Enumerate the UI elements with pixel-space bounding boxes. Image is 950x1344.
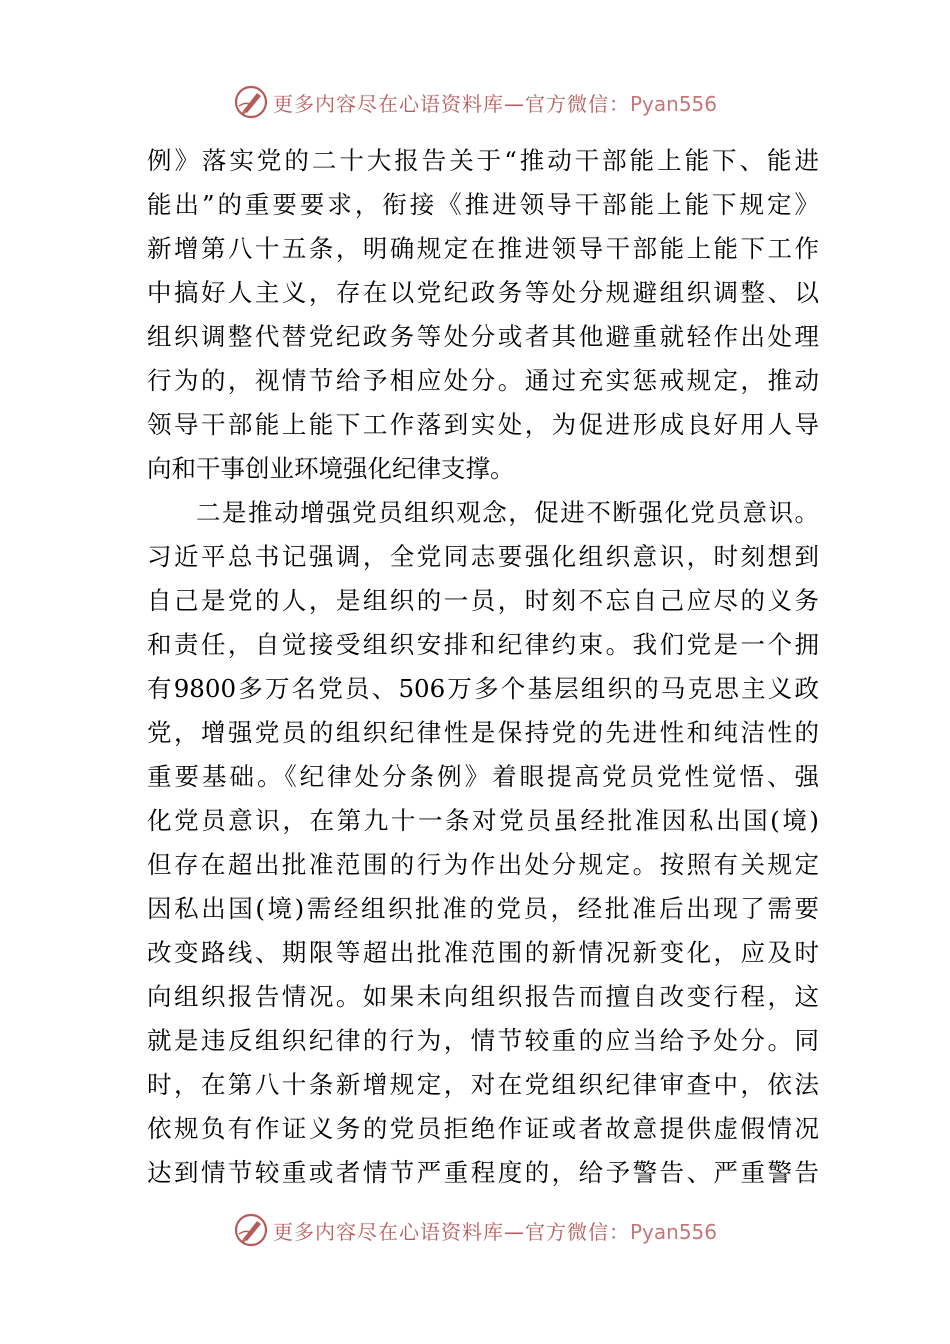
text-line: 习近平总书记强调，全党同志要强化组织意识，时刻想到 — [147, 542, 819, 571]
text-line: 领导干部能上能下工作落到实处，为促进形成良好用人导 — [147, 410, 819, 439]
text-line: 组织调整代替党纪政务等处分或者其他避重就轻作出处理 — [147, 322, 819, 351]
text-line: 和责任，自觉接受组织安排和纪律约束。我们党是一个拥 — [147, 630, 819, 659]
text-line: 时，在第八十条新增规定，对在党组织纪律审查中，依法 — [147, 1070, 819, 1099]
text-line: 党，增强党员的组织纪律性是保持党的先进性和纯洁性的 — [147, 718, 819, 747]
watermark-label: 更多内容尽在心语资料库—官方微信： — [272, 91, 630, 116]
text-line: 例》落实党的二十大报告关于“推动干部能上能下、能进 — [147, 146, 819, 175]
text-line: 向组织报告情况。如果未向组织报告而擅自改变行程，这 — [147, 982, 819, 1011]
watermark-wechat-id: Pyan556 — [629, 1219, 717, 1244]
text-line: 有9800多万名党员、506万多个基层组织的马克思主义政 — [147, 674, 819, 703]
text-line: 能出”的重要要求，衔接《推进领导干部能上能下规定》 — [147, 190, 819, 219]
text-line: 化党员意识，在第九十一条对党员虽经批准因私出国(境) — [147, 806, 819, 835]
text-line: 重要基础。《纪律处分条例》着眼提高党员党性觉悟、强 — [147, 762, 819, 791]
text-line: 中搞好人主义，存在以党纪政务等处分规避组织调整、以 — [147, 278, 819, 307]
text-line: 但存在超出批准范围的行为作出处分规定。按照有关规定 — [147, 850, 819, 879]
text-line: 二是推动增强党员组织观念，促进不断强化党员意识。 — [196, 498, 819, 527]
document-body — [147, 139, 819, 1195]
watermark-label: 更多内容尽在心语资料库—官方微信： — [272, 1219, 630, 1244]
text-line: 改变路线、期限等超出批准范围的新情况新变化，应及时 — [147, 938, 819, 967]
text-line: 自己是党的人，是组织的一员，时刻不忘自己应尽的义务 — [147, 586, 819, 615]
text-line: 向和干事创业环境强化纪律支撑。 — [147, 454, 515, 483]
text-line: 新增第八十五条，明确规定在推进领导干部能上能下工作 — [147, 234, 819, 263]
text-line: 就是违反组织纪律的行为，情节较重的应当给予处分。同 — [147, 1026, 819, 1055]
pen-logo-icon — [233, 84, 269, 120]
pen-logo-icon — [233, 1212, 269, 1248]
footer-watermark — [0, 1210, 950, 1250]
watermark-wechat-id: Pyan556 — [629, 91, 717, 116]
text-line: 达到情节较重或者情节严重程度的，给予警告、严重警告 — [147, 1158, 819, 1187]
text-line: 行为的，视情节给予相应处分。通过充实惩戒规定，推动 — [147, 366, 819, 395]
text-line: 依规负有作证义务的党员拒绝作证或者故意提供虚假情况 — [147, 1114, 819, 1143]
header-watermark — [0, 82, 950, 122]
watermark-text — [273, 1216, 717, 1245]
watermark-text — [273, 88, 717, 117]
text-line: 因私出国(境)需经组织批准的党员，经批准后出现了需要 — [147, 894, 819, 923]
